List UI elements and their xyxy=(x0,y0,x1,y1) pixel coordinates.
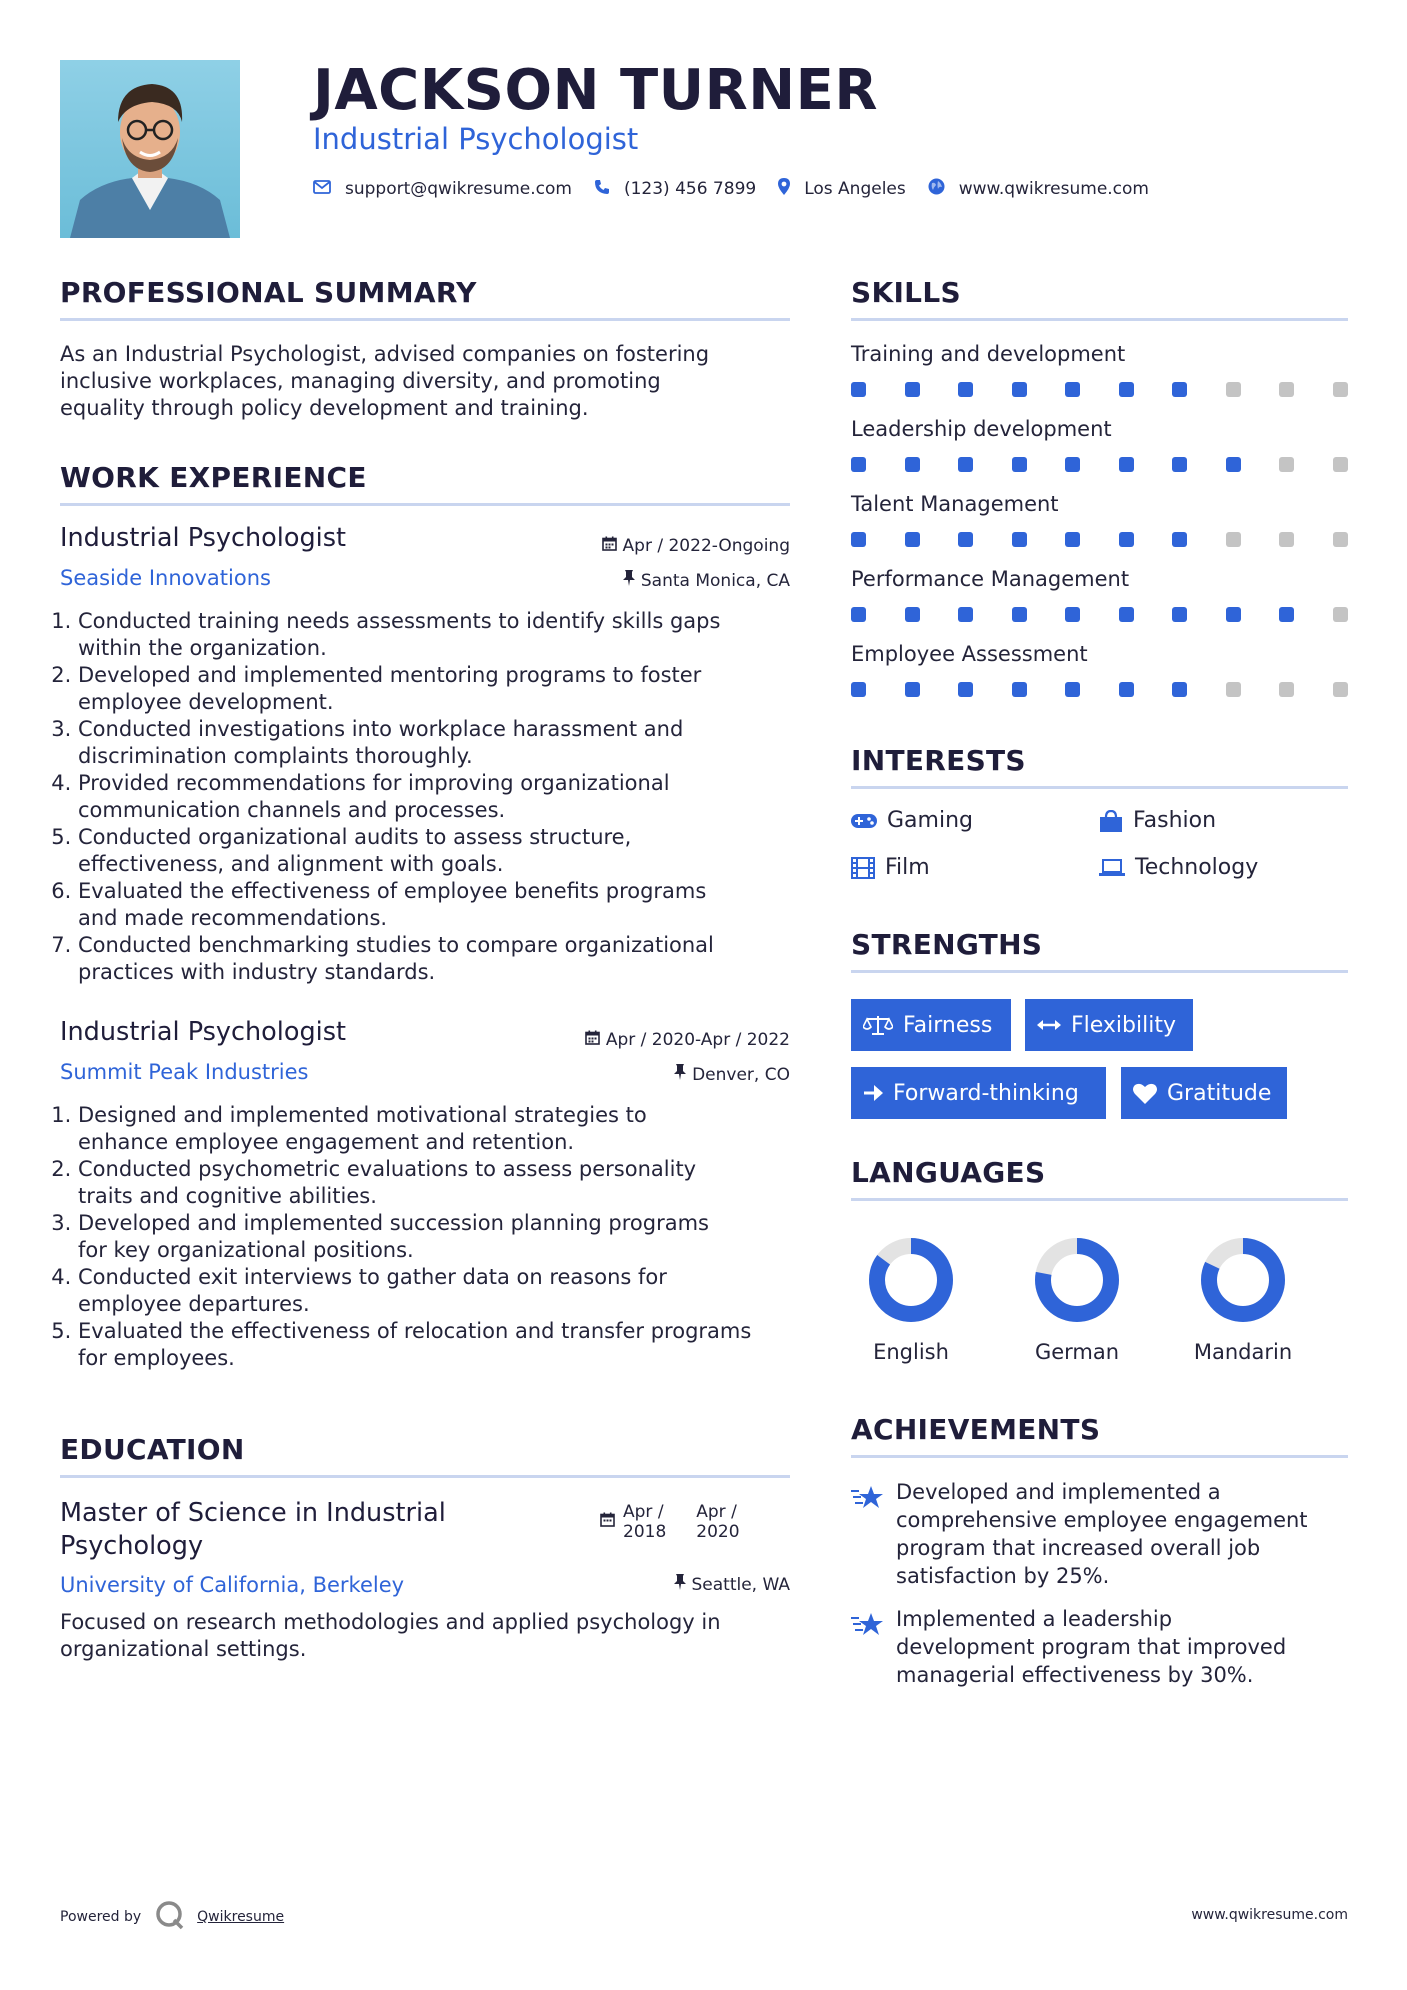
skill-dot xyxy=(1279,607,1294,622)
skill-rating xyxy=(851,607,1348,622)
star-icon xyxy=(851,1485,885,1515)
education-location: Seattle, WA xyxy=(674,1574,791,1595)
experience-heading: WORK EXPERIENCE xyxy=(60,461,367,494)
skill-dot xyxy=(1012,382,1027,397)
language-ring xyxy=(1198,1235,1288,1329)
skill-dot xyxy=(1065,532,1080,547)
skill-dot xyxy=(1226,607,1241,622)
profile-photo xyxy=(60,60,240,238)
job-location: Santa Monica, CA xyxy=(623,570,790,591)
strength-fairness: Fairness xyxy=(851,999,1011,1051)
skill-dot xyxy=(1012,607,1027,622)
job-dates: Apr / 2020-Apr / 2022 xyxy=(585,1030,790,1050)
job-dates: Apr / 2022-Ongoing xyxy=(602,536,790,556)
job-title: Industrial Psychologist xyxy=(60,1017,347,1047)
education-dates: Apr / 2018 Apr / 2020 xyxy=(600,1502,740,1542)
qwikresume-logo-icon xyxy=(155,1900,185,1934)
section-divider xyxy=(851,318,1348,321)
job-duties xyxy=(60,1102,838,1372)
skill-rating xyxy=(851,682,1348,697)
contact-phone[interactable]: (123) 456 7899 xyxy=(623,179,757,199)
star-icon xyxy=(851,1612,885,1642)
skill-dot xyxy=(1279,532,1294,547)
company-name[interactable]: Summit Peak Industries xyxy=(60,1060,309,1084)
skill-dot xyxy=(1279,382,1294,397)
arrow-right-icon xyxy=(863,1084,883,1102)
strengths-heading: STRENGTHS xyxy=(851,928,1043,961)
education-end: Apr / xyxy=(696,1502,737,1522)
skill-rating xyxy=(851,532,1348,547)
skill-dot xyxy=(1333,382,1348,397)
language-ring xyxy=(1032,1235,1122,1329)
skill-dot xyxy=(958,382,973,397)
section-divider xyxy=(851,786,1348,789)
skill-dot xyxy=(1065,682,1080,697)
skill-dot xyxy=(958,682,973,697)
education-description: Focused on research methodologies and applied psychology in organizational settings. xyxy=(60,1610,721,1661)
skill-rating xyxy=(851,457,1348,472)
calendar-icon xyxy=(585,1030,600,1050)
contact-email[interactable]: support@qwikresume.com xyxy=(345,179,572,199)
skill-dot xyxy=(1119,532,1134,547)
skill-dot xyxy=(905,457,920,472)
summary-heading: PROFESSIONAL SUMMARY xyxy=(60,276,477,309)
candidate-role: Industrial Psychologist xyxy=(313,122,639,156)
map-marker-icon xyxy=(778,178,790,200)
section-divider xyxy=(851,1198,1348,1201)
achievement-item: Developed and implemented a comprehensive employee engagement program that increased overall job satisfaction by 25%. xyxy=(896,1480,1308,1588)
language-name: German xyxy=(1034,1340,1120,1364)
skill-dot xyxy=(1012,532,1027,547)
pushpin-icon xyxy=(674,1574,686,1595)
film-icon xyxy=(851,857,875,879)
interest-technology: Technology xyxy=(1099,855,1258,880)
skill-name: Performance Management xyxy=(851,567,1130,591)
skill-dot xyxy=(1172,532,1187,547)
skill-rating xyxy=(851,382,1348,397)
skill-dot xyxy=(1012,682,1027,697)
list-item: 4. Conducted exit interviews to gather data on reasons for employee departures. xyxy=(78,1264,838,1318)
skill-dot xyxy=(851,382,866,397)
skill-dot xyxy=(958,532,973,547)
section-divider xyxy=(60,1475,790,1478)
list-item: 1. Designed and implemented motivational strategies to enhance employee engagement and retention. xyxy=(78,1102,838,1156)
skill-dot xyxy=(1279,457,1294,472)
list-item: 4. Provided recommendations for improving organizational communication channels and processes. xyxy=(78,770,818,824)
strength-gratitude: Gratitude xyxy=(1121,1067,1287,1119)
calendar-icon xyxy=(600,1512,615,1542)
skill-dot xyxy=(1012,457,1027,472)
strength-flexibility: Flexibility xyxy=(1025,999,1193,1051)
education-heading: EDUCATION xyxy=(60,1433,245,1466)
skill-dot xyxy=(905,607,920,622)
skill-dot xyxy=(851,532,866,547)
contact-location: Los Angeles xyxy=(804,179,906,199)
pushpin-icon xyxy=(674,1064,686,1085)
list-item: 1. Conducted training needs assessments to identify skills gaps within the organization. xyxy=(78,608,818,662)
list-item: 5. Evaluated the effectiveness of relocation and transfer programs for employees. xyxy=(78,1318,838,1372)
skill-name: Talent Management xyxy=(851,492,1059,516)
skill-dot xyxy=(1333,607,1348,622)
skill-dot xyxy=(905,532,920,547)
contact-bar xyxy=(313,178,1171,200)
language-name: Mandarin xyxy=(1193,1340,1293,1364)
globe-icon xyxy=(928,178,945,200)
skill-dot xyxy=(1119,607,1134,622)
skill-name: Leadership development xyxy=(851,417,1112,441)
achievements-heading: ACHIEVEMENTS xyxy=(851,1413,1101,1446)
gamepad-icon xyxy=(851,813,877,829)
skill-dot xyxy=(1172,382,1187,397)
skill-dot xyxy=(1119,457,1134,472)
language-name: English xyxy=(873,1340,949,1364)
interest-film: Film xyxy=(851,855,930,880)
education-start: Apr / xyxy=(623,1502,664,1522)
language-ring xyxy=(866,1235,956,1329)
list-item: 3. Conducted investigations into workplace harassment and discrimination complaints thoroughly. xyxy=(78,716,818,770)
skill-dot xyxy=(958,457,973,472)
strength-forward-thinking: Forward-thinking xyxy=(851,1067,1106,1119)
skill-dot xyxy=(851,457,866,472)
envelope-icon xyxy=(313,179,331,199)
heart-icon xyxy=(1133,1083,1157,1104)
list-item: 3. Developed and implemented succession planning programs for key organizational positions. xyxy=(78,1210,838,1264)
footer-website[interactable]: www.qwikresume.com xyxy=(1191,1907,1348,1923)
skill-dot xyxy=(1172,607,1187,622)
skill-dot xyxy=(851,607,866,622)
job-duties xyxy=(60,608,818,986)
skill-dot xyxy=(958,607,973,622)
skill-dot xyxy=(1333,682,1348,697)
company-name[interactable]: Seaside Innovations xyxy=(60,566,271,590)
skill-dot xyxy=(905,682,920,697)
school-name[interactable]: University of California, Berkeley xyxy=(60,1573,405,1597)
skill-name: Employee Assessment xyxy=(851,642,1088,666)
degree-title: Master of Science in Industrial Psychology xyxy=(60,1498,446,1561)
skill-dot xyxy=(851,682,866,697)
skills-heading: SKILLS xyxy=(851,276,961,309)
summary-text: As an Industrial Psychologist, advised companies on fostering inclusive workplaces, managing diversity, and promoting equality through policy development and training. xyxy=(60,342,710,420)
section-divider xyxy=(60,318,790,321)
skill-dot xyxy=(1226,382,1241,397)
skill-dot xyxy=(1333,532,1348,547)
section-divider xyxy=(851,1455,1348,1458)
skill-dot xyxy=(1226,457,1241,472)
section-divider xyxy=(60,503,790,506)
job-title: Industrial Psychologist xyxy=(60,523,347,553)
list-item: 7. Conducted benchmarking studies to compare organizational practices with industry standards. xyxy=(78,932,818,986)
skill-dot xyxy=(1172,682,1187,697)
list-item: 6. Evaluated the effectiveness of employee benefits programs and made recommendations. xyxy=(78,878,818,932)
languages-heading: LANGUAGES xyxy=(851,1156,1046,1189)
skill-dot xyxy=(1065,457,1080,472)
contact-website[interactable]: www.qwikresume.com xyxy=(958,179,1149,199)
candidate-name: JACKSON TURNER xyxy=(313,58,879,123)
job-location: Denver, CO xyxy=(674,1064,790,1085)
skill-dot xyxy=(1333,457,1348,472)
interest-gaming: Gaming xyxy=(851,808,973,833)
shopping-bag-icon xyxy=(1099,810,1123,832)
skill-dot xyxy=(1279,682,1294,697)
arrows-horizontal-icon xyxy=(1037,1019,1061,1031)
skill-dot xyxy=(905,382,920,397)
footer-powered-by: Powered by Qwikresume xyxy=(60,1900,284,1934)
skill-name: Training and development xyxy=(851,342,1126,366)
skill-dot xyxy=(1119,382,1134,397)
section-divider xyxy=(851,970,1348,973)
phone-icon xyxy=(594,179,610,200)
skill-dot xyxy=(1119,682,1134,697)
laptop-icon xyxy=(1099,858,1125,878)
pushpin-icon xyxy=(623,570,635,591)
skill-dot xyxy=(1226,682,1241,697)
list-item: 2. Developed and implemented mentoring programs to foster employee development. xyxy=(78,662,818,716)
interest-fashion: Fashion xyxy=(1099,808,1216,833)
list-item: 2. Conducted psychometric evaluations to assess personality traits and cognitive abilities. xyxy=(78,1156,838,1210)
skill-dot xyxy=(1065,607,1080,622)
skill-dot xyxy=(1172,457,1187,472)
list-item: 5. Conducted organizational audits to assess structure, effectiveness, and alignment with goals. xyxy=(78,824,818,878)
calendar-icon xyxy=(602,536,617,556)
skill-dot xyxy=(1065,382,1080,397)
achievement-item: Implemented a leadership development program that improved managerial effectiveness by 30%. xyxy=(896,1607,1287,1687)
avatar xyxy=(60,60,240,238)
balance-scale-icon xyxy=(863,1014,893,1036)
interests-heading: INTERESTS xyxy=(851,744,1026,777)
footer-brand-link[interactable]: Qwikresume xyxy=(197,1909,285,1925)
skill-dot xyxy=(1226,532,1241,547)
